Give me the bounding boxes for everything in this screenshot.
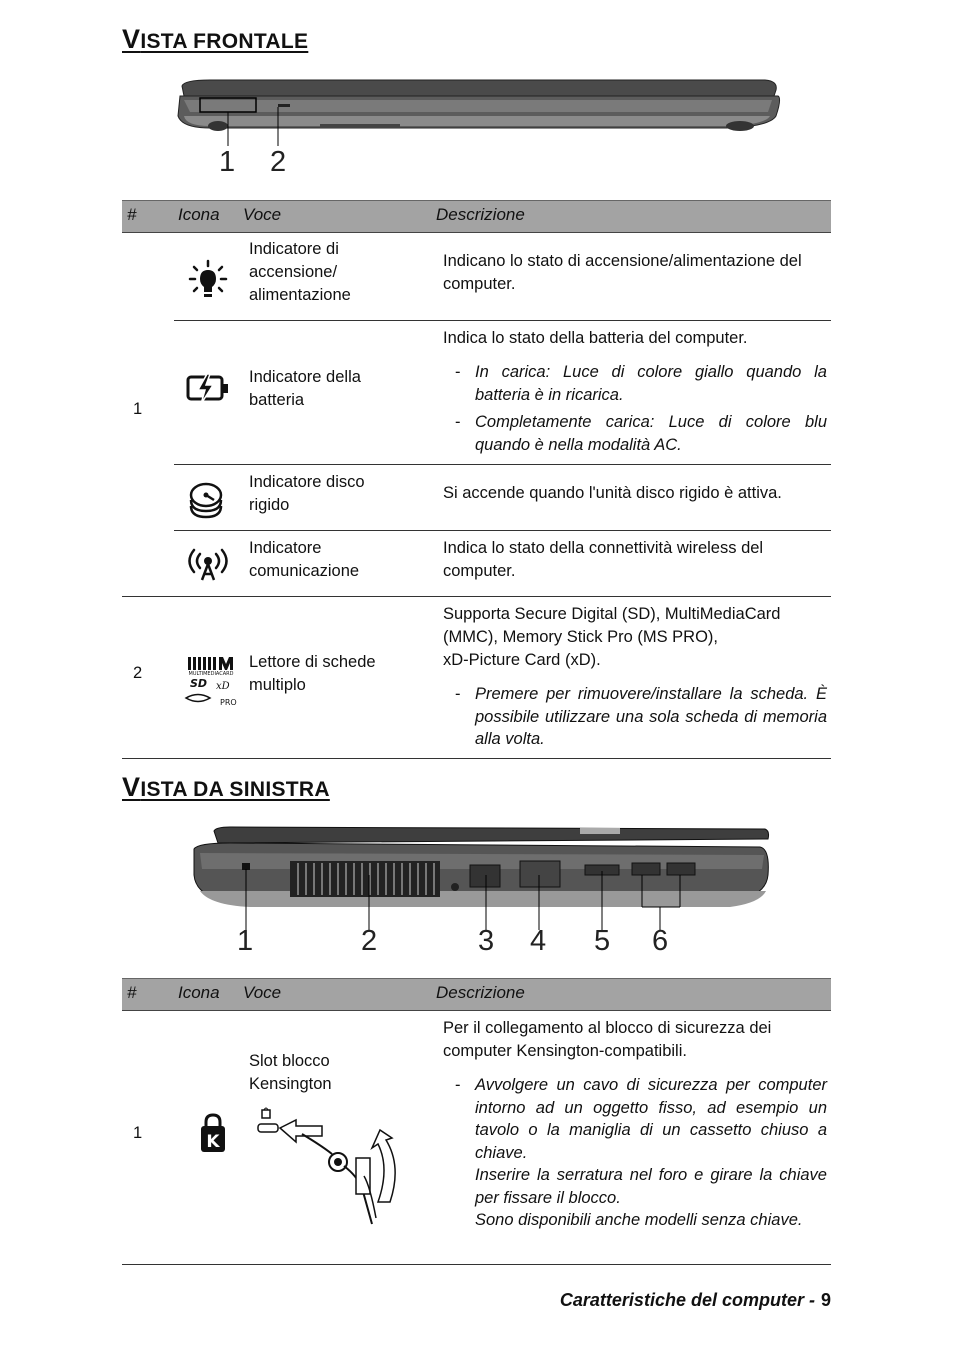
bullet-full-charge: - Completamente carica: Luce di colore blu quando è nella modalità AC.	[455, 411, 827, 456]
bullet-text: Sono disponibili anche modelli senza chiave.	[475, 1211, 803, 1229]
laptop-left-view-illustration	[170, 825, 790, 930]
row-divider	[174, 320, 831, 321]
desc-line: Per il collegamento al blocco di sicurezza dei	[443, 1019, 772, 1037]
col-hash: #	[127, 983, 137, 1002]
kensington-k-label: K	[206, 1132, 220, 1152]
desc-battery-indicator: Indica lo stato della batteria del computer.	[443, 329, 748, 347]
desc-line: xD-Picture Card (xD).	[443, 651, 601, 669]
desc-wireless-indicator: Indica lo stato della connettività wireless del computer.	[443, 539, 764, 580]
col-icon: Icona	[178, 983, 220, 1002]
hard-disk-icon	[188, 482, 224, 520]
callout-3: 3	[478, 925, 495, 957]
bullet-insert-lock	[455, 1164, 827, 1209]
row-divider	[174, 464, 831, 465]
item-card-reader: Lettore di schede multiplo	[249, 653, 376, 694]
table-header	[122, 200, 831, 233]
table-bottom-border	[122, 1264, 831, 1265]
col-item: Voce	[243, 205, 282, 224]
desc-kensington-slot	[443, 1017, 828, 1063]
kensington-bullets	[455, 1074, 827, 1232]
callout-2: 2	[361, 925, 378, 957]
row-divider	[174, 530, 831, 531]
desc-power-indicator: Indicano lo stato di accensione/alimentazione del computer.	[443, 252, 802, 293]
item-wireless-indicator: Indicatore comunicazione	[249, 539, 360, 580]
item-battery-indicator: Indicatore della batteria	[249, 368, 361, 409]
table-header	[122, 978, 831, 1011]
battery-charge-icon	[185, 372, 231, 406]
laptop-front-view-illustration	[170, 76, 790, 146]
callout-5: 5	[594, 925, 611, 957]
item-power-indicator: Indicatore di accensione/ alimentazione	[249, 240, 351, 304]
desc-line: Supporta Secure Digital (SD), MultiMediaCard	[443, 605, 781, 623]
bullet-charging: - In carica: Luce di colore giallo quando la batteria è in ricarica.	[455, 361, 827, 406]
col-description: Descrizione	[436, 205, 525, 224]
power-light-icon	[188, 259, 228, 301]
kensington-lock-icon	[197, 1112, 231, 1154]
callout-6: 6	[652, 925, 669, 957]
desc-line: (MMC), Memory Stick Pro (MS PRO),	[443, 628, 718, 646]
col-item: Voce	[243, 983, 282, 1002]
desc-hdd-indicator: Si accende quando l'unità disco rigido è attiva.	[443, 484, 782, 502]
xd-label: xD	[216, 681, 230, 692]
wireless-icon	[185, 546, 231, 582]
col-icon: Icona	[178, 205, 220, 224]
mmc-label: MULTIMEDIACARD	[188, 671, 234, 677]
footer-chapter: Caratteristiche del computer -	[559, 1290, 815, 1310]
callout-2: 2	[270, 146, 287, 178]
desc-card-reader	[443, 603, 828, 672]
row-number-2: 2	[133, 664, 143, 682]
card-reader-bullets	[455, 683, 827, 756]
page-footer	[560, 1290, 831, 1311]
kensington-lock-illustration	[252, 1106, 414, 1230]
row-number-1: 1	[133, 1124, 143, 1142]
callout-1: 1	[237, 925, 254, 957]
desc-line: computer Kensington-compatibili.	[443, 1042, 687, 1060]
item-hdd-indicator: Indicatore disco rigido	[249, 473, 365, 514]
bullet-keyless-models	[455, 1209, 827, 1232]
bullet-wrap-cable: - Avvolgere un cavo di sicurezza per computer intorno ad un oggetto fisso, ad esempio un tavolo o la maniglia di un cassetto chiuso a chiave.	[455, 1074, 827, 1164]
section-title-left-view: VISTA DA SINISTRA	[122, 772, 330, 802]
bullet-text: Inserire la serratura nel foro e girare la chiave per fissare il blocco.	[475, 1166, 827, 1207]
row-divider	[122, 596, 831, 597]
sd-label: SD	[190, 677, 208, 690]
row-number-1: 1	[133, 400, 143, 418]
battery-bullets	[455, 361, 827, 461]
callout-1: 1	[219, 146, 236, 178]
col-hash: #	[127, 205, 137, 224]
bullet-card-insert: - Premere per rimuovere/installare la scheda. È possibile utilizzare una sola scheda di memoria alla volta.	[455, 683, 827, 751]
col-description: Descrizione	[436, 983, 525, 1002]
card-reader-icon	[184, 655, 240, 709]
pro-label: PRO	[220, 698, 237, 707]
table-bottom-border	[122, 758, 831, 759]
callout-4: 4	[530, 925, 547, 957]
page-number: 9	[820, 1290, 831, 1310]
item-kensington-slot: Slot blocco Kensington	[249, 1052, 332, 1093]
section-title-front-view: VISTA FRONTALE	[122, 24, 309, 54]
